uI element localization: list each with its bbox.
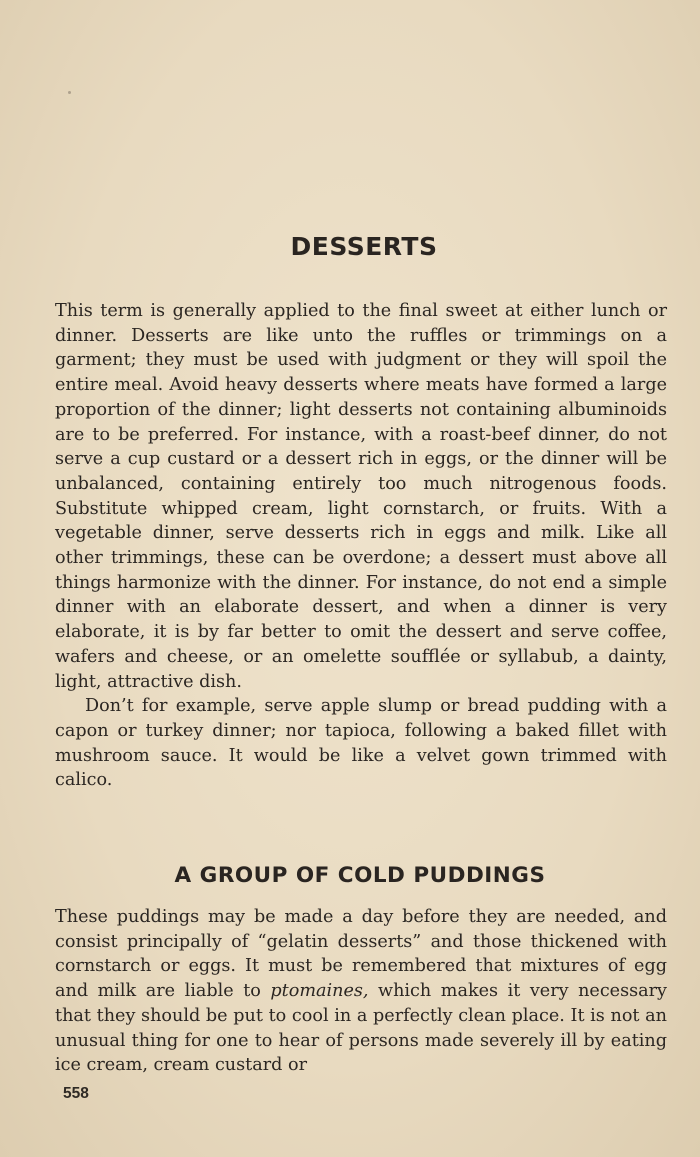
- desserts-paragraph-2: Don’t for example, serve apple slump or bread pudding with a capon or turkey dinner; nor tapioca, following a baked fillet with mushroom sauce. It would be like a velvet gown trimmed with calico.: [55, 696, 667, 791]
- paper-speck: [68, 91, 71, 94]
- emphasis-ptomaines: ptomaines,: [270, 981, 369, 1002]
- desserts-text: [55, 299, 667, 793]
- puddings-paragraph: [55, 905, 667, 1078]
- puddings-text-before: These puddings may be made a day before they are needed, and consist principally of “gelatin desserts” and those thickened with cornstarch or eggs. It must be remembered that mixtures of egg and milk are liable to: [55, 907, 667, 1002]
- section-heading-cold-puddings: A GROUP OF COLD PUDDINGS: [174, 863, 546, 888]
- desserts-paragraph-1: This term is generally applied to the final sweet at either lunch or dinner. Desserts are like unto the ruffles or trimmings on a garment; they must be used with judgment or they will spoil the entire meal. Avoid heavy desserts where meats have formed a large proportion of the dinner; light desserts not containing albuminoids are to be preferred. For instance, with a roast-beef dinner, do not serve a cup custard or a dessert rich in eggs, or the dinner will be unbalanced, containing entirely too much nitrogenous foods. Substitute whipped cream, light cornstarch, or fruits. With a vegetable dinner, serve desserts rich in eggs and milk. Like all other trimmings, these can be overdone; a dessert must above all things harmonize with the dinner. For instance, do not end a simple dinner with an elaborate dessert, and when a dinner is very elaborate, it is by far better to omit the dessert and serve coffee, wafers and cheese, or an omelette soufflée or syllabub, a dainty, light, attractive dish.: [55, 301, 667, 692]
- puddings-text: [55, 905, 667, 1078]
- puddings-text-after: which makes it very necessary that they should be put to cool in a perfectly clean place. It is not an unusual thing for one to hear of persons made severely ill by eating ice cream, cream custard or: [55, 981, 667, 1076]
- page-number: 558: [63, 1085, 89, 1102]
- section-heading-desserts: DESSERTS: [290, 232, 438, 261]
